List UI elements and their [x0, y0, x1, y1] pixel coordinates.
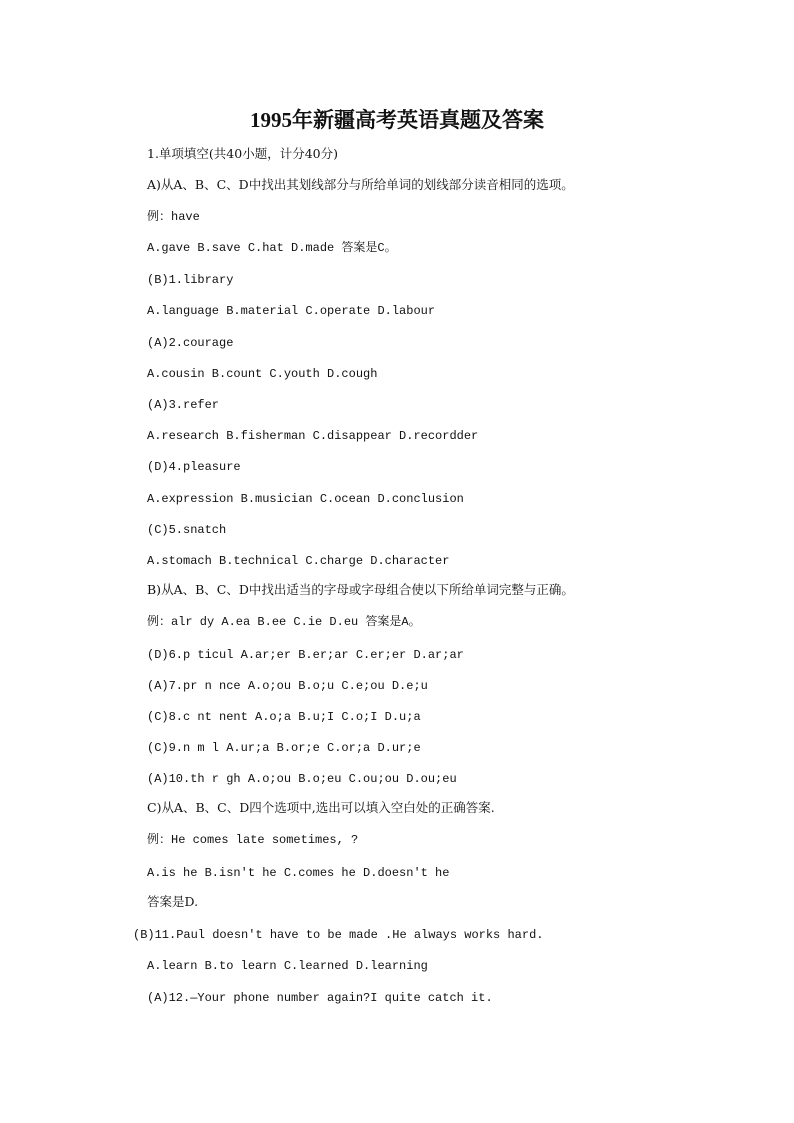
options-line: A.stomach B.technical C.charge D.character — [147, 554, 450, 568]
options-line: A.learn B.to learn C.learned D.learning — [147, 959, 428, 973]
question-line: (D)6.p ticul A.ar;er B.er;ar C.er;er D.ar;ar — [147, 648, 464, 662]
question-line: (B)1.library — [147, 273, 234, 287]
instruction-text: C)从A、B、C、D四个选项中,选出可以填入空白处的正确答案. — [147, 800, 495, 815]
options-line: A.research B.fisherman C.disappear D.recordder — [147, 429, 479, 443]
example-options: A.is he B.isn't he C.comes he D.doesn't he — [147, 866, 450, 880]
example-options: A.gave B.save C.hat D.made 答案是C。 — [147, 241, 397, 255]
example-line: 例：He comes late sometimes, ? — [147, 833, 359, 847]
question-line: (A)10.th r gh A.o;ou B.o;eu C.ou;ou D.ou;eu — [147, 772, 457, 786]
question-line: (A)7.pr n nce A.o;ou B.o;u C.e;ou D.e;u — [147, 679, 428, 693]
section-heading: 1.单项填空(共40小题，计分40分) — [147, 146, 338, 161]
question-line: (C)8.c nt nent A.o;a B.u;I C.o;I D.u;a — [147, 710, 421, 724]
instruction-text: A)从A、B、C、D中找出其划线部分与所给单词的划线部分读音相同的选项。 — [147, 177, 574, 192]
options-line: A.expression B.musician C.ocean D.conclusion — [147, 492, 464, 506]
question-line: (A)2.courage — [147, 336, 234, 350]
options-line: A.language B.material C.operate D.labour — [147, 304, 436, 318]
example-line: 例：alr dy A.ea B.ee C.ie D.eu 答案是A。 — [147, 615, 421, 629]
question-line: (A)3.refer — [147, 398, 220, 412]
options-line: A.cousin B.count C.youth D.cough — [147, 367, 378, 381]
answer-line: 答案是D. — [147, 894, 199, 909]
question-line: (C)5.snatch — [147, 523, 227, 537]
question-line: (D)4.pleasure — [147, 460, 241, 474]
instruction-text: B)从A、B、C、D中找出适当的字母或字母组合使以下所给单词完整与正确。 — [147, 582, 574, 597]
question-line: (A)12.—Your phone number again?I quite catch it. — [147, 991, 493, 1005]
page-title: 1995年新疆高考英语真题及答案 — [250, 108, 544, 132]
question-line: (B)11.Paul doesn't have to be made .He always works hard. — [133, 928, 544, 942]
example-line: 例：have — [147, 210, 200, 224]
question-line: (C)9.n m l A.ur;a B.or;e C.or;a D.ur;e — [147, 741, 421, 755]
